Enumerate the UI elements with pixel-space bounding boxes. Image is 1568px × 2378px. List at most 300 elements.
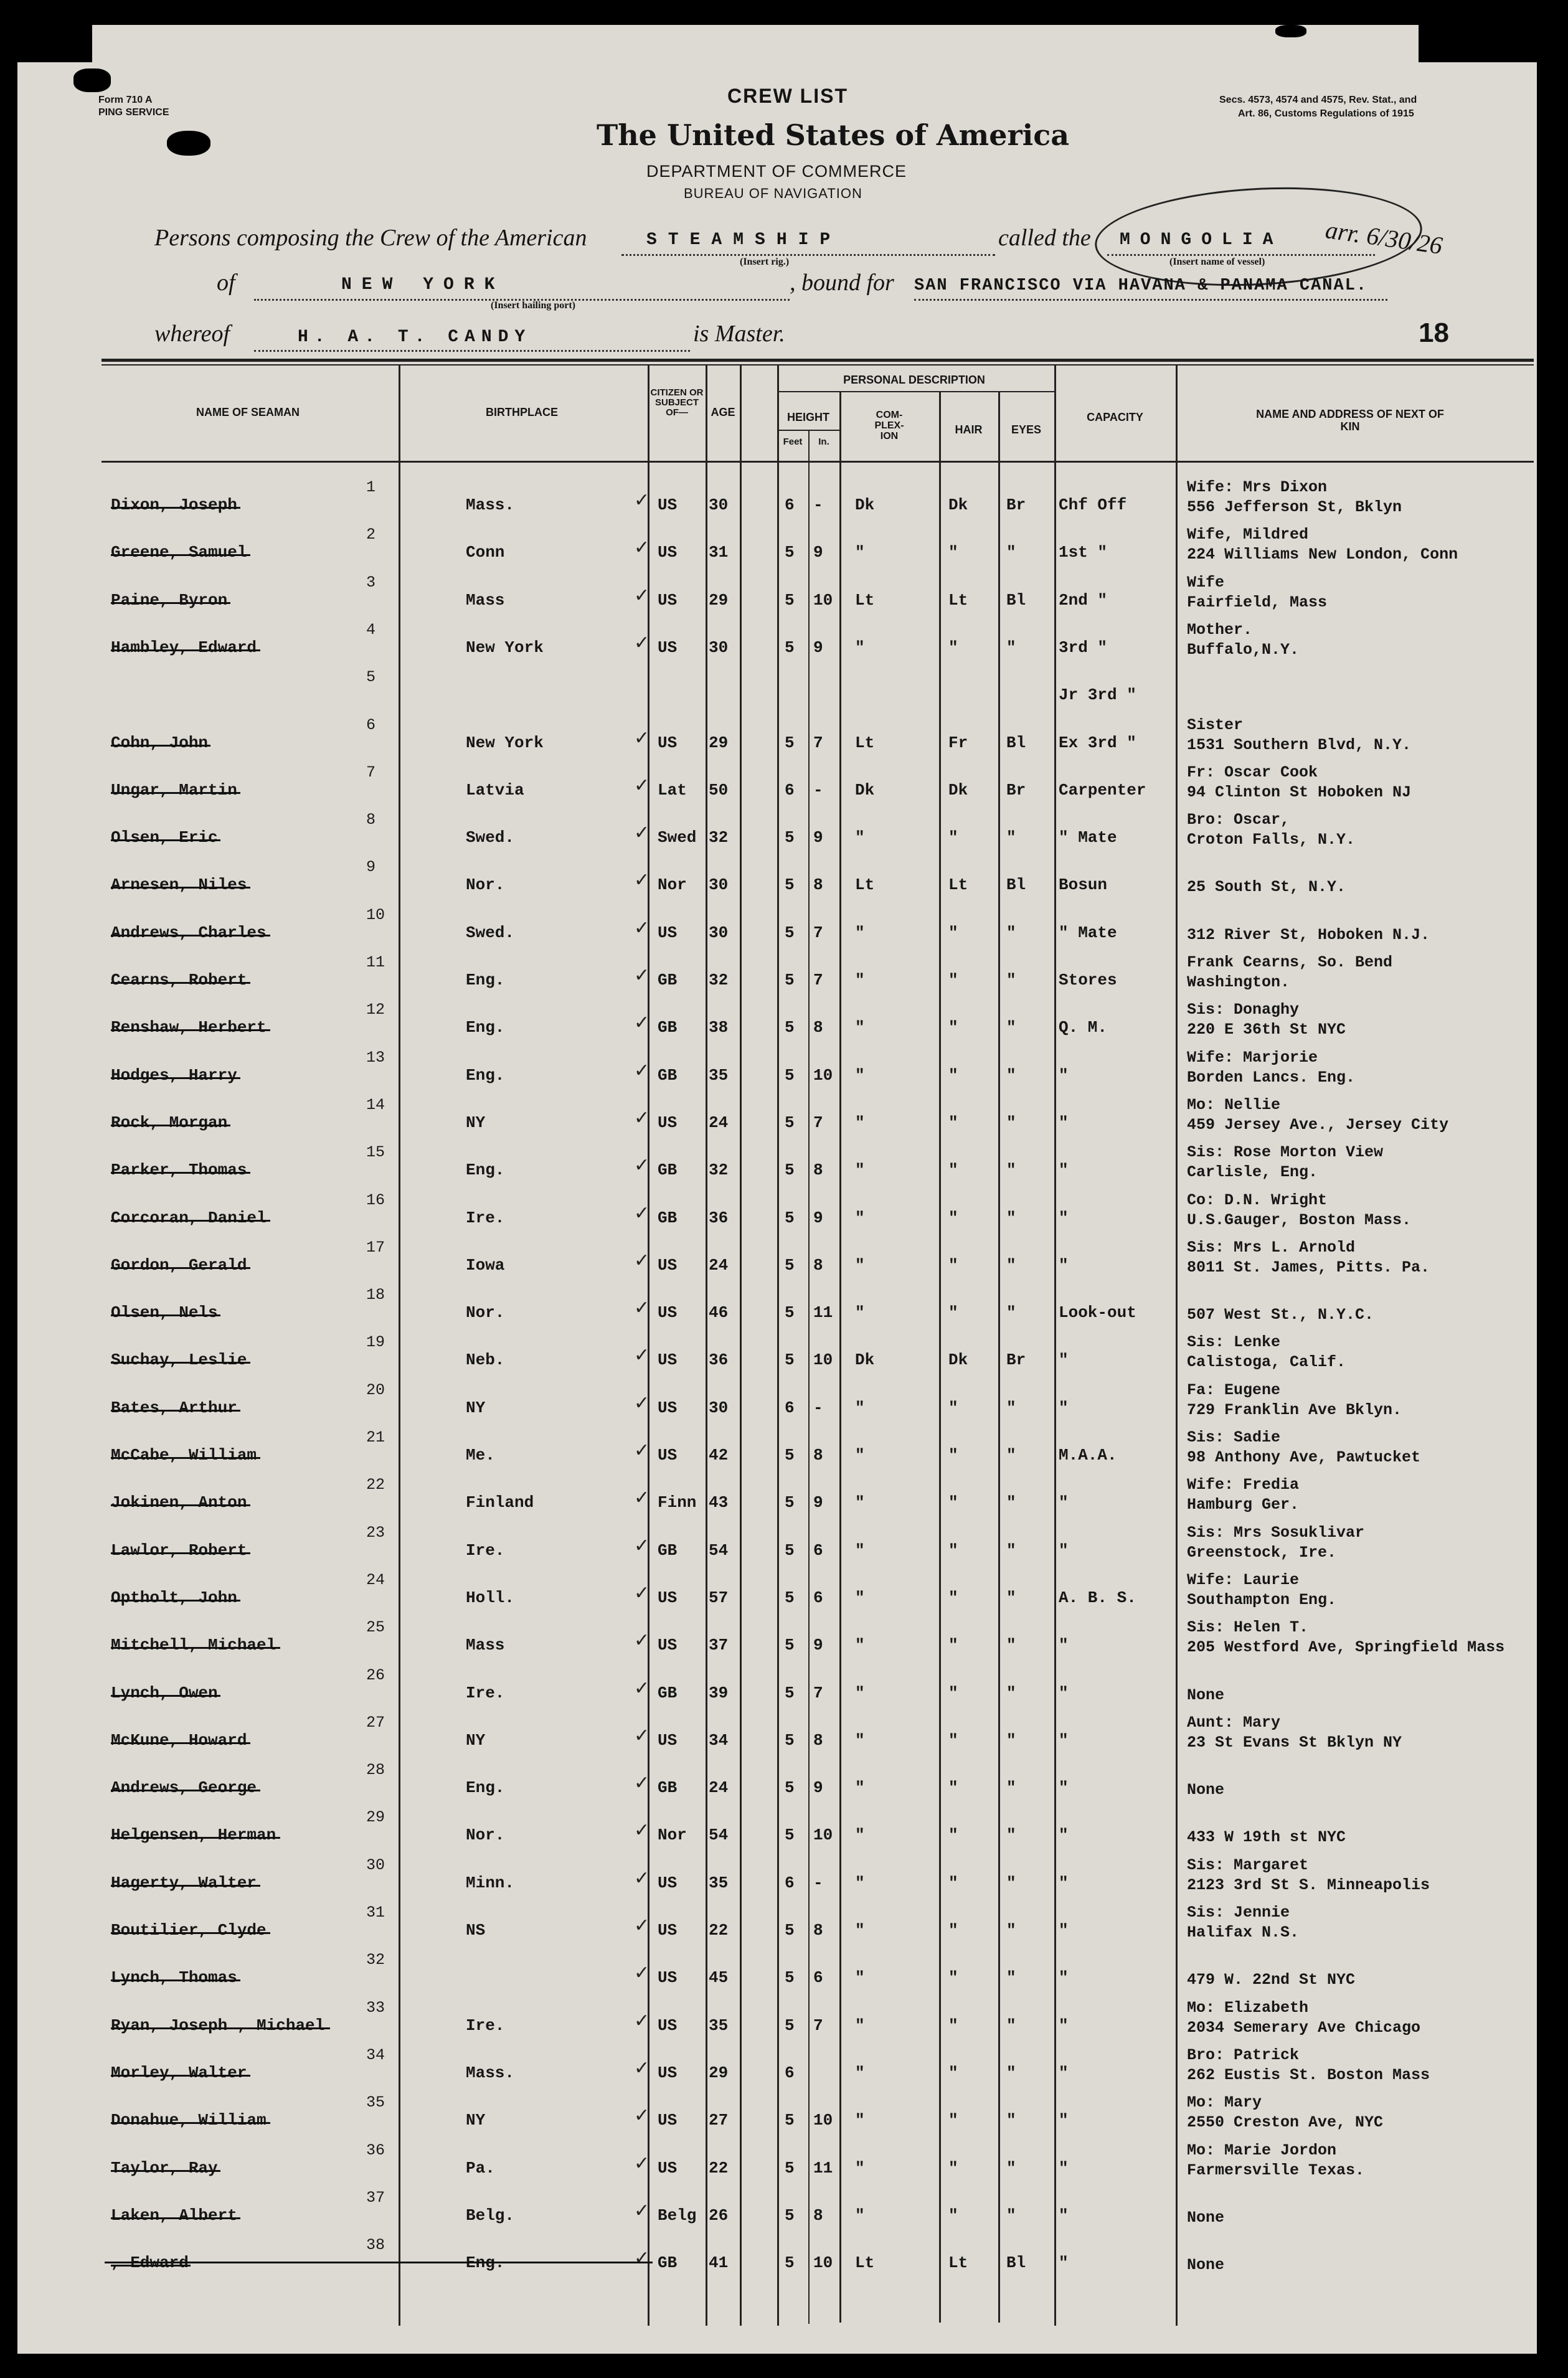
name-strike-mark [111,2075,250,2077]
row-number: 19 [366,1333,385,1352]
cell-cit: US [658,638,678,657]
cell-ft: 6 [785,780,795,800]
cell-birth: NY [466,2111,486,2130]
row-number: 26 [366,1666,385,1684]
cell-hair: Lt [948,2253,968,2273]
check-mark-icon: ✓ [634,1630,650,1652]
row-number: 11 [366,953,385,971]
cell-age: 32 [709,971,729,989]
name-strike-mark [111,2265,191,2267]
cell-ft: 5 [785,1636,795,1655]
name-strike-mark [111,982,250,984]
cell-kin2: 479 W. 22nd St NYC [1187,1971,1356,1989]
cell-in: 9 [813,1636,823,1655]
cell-birth: NY [466,1113,486,1132]
cell-age: 22 [709,2158,729,2177]
cell-in: 9 [813,1778,823,1798]
cell-kin2: None [1187,2208,1225,2227]
cell-age: 35 [709,1065,729,1085]
row-number: 1 [366,478,376,496]
cell-age: 27 [709,2111,729,2130]
name-strike-mark [111,1267,250,1269]
cell-cit: US [658,1921,678,1940]
cell-cit: Finn [658,1493,697,1512]
check-mark-icon: ✓ [634,1202,650,1224]
cell-kin1: Sis: Helen T. [1187,1618,1309,1637]
name-strike-mark [111,1885,260,1887]
check-mark-icon: ✓ [634,774,650,796]
cell-name: Helgensen, Herman [111,1826,276,1845]
cell-in: 7 [813,923,823,942]
strike-mark [105,2262,653,2263]
cell-comp: " [855,2016,865,2035]
cell-in: - [813,1873,823,1892]
name-strike-mark [111,792,240,794]
cell-comp: " [855,1636,865,1655]
cell-cit: GB [658,971,678,989]
check-mark-icon: ✓ [634,869,650,892]
cell-kin1: Sis: Sadie [1187,1428,1281,1446]
cell-name: Cohn, John [111,733,209,752]
check-mark-icon: ✓ [634,1392,650,1414]
cell-in: 8 [813,1446,823,1465]
row-number: 29 [366,1808,385,1827]
row-number: 18 [366,1286,385,1305]
cell-in: 10 [813,1826,833,1845]
cell-ft: 5 [785,1161,795,1180]
cell-hair: " [948,1636,958,1655]
cell-in: - [813,780,823,800]
col-header-capacity: CAPACITY [1087,411,1143,423]
name-strike-mark [111,887,250,889]
torn-edge [1275,25,1306,37]
cell-birth: Belg. [466,2206,515,2225]
name-strike-mark [111,839,220,841]
check-mark-icon: ✓ [634,1012,650,1034]
check-mark-icon: ✓ [634,1249,650,1272]
cell-name: Optholt, John [111,1588,237,1607]
cell-kin2: Washington. [1187,973,1290,991]
name-strike-mark [111,1029,270,1031]
cell-kin2: 94 Clinton St Hoboken NJ [1187,783,1412,801]
cell-kin2: Hamburg Ger. [1187,1496,1300,1514]
cell-name: Andrews, Charles [111,923,267,942]
cell-cap: " [1059,1113,1069,1132]
bound-for-label: , bound for [790,270,894,296]
cell-kin1: Wife [1187,573,1225,592]
cell-kin2: 312 River St, Hoboken N.J. [1187,925,1430,944]
cell-age: 22 [709,1921,729,1940]
header-bottom-rule [102,461,1534,463]
name-strike-mark [111,554,250,556]
check-mark-icon: ✓ [634,1962,650,1984]
cell-eyes: Bl [1006,733,1026,752]
cell-ft: 5 [785,1541,795,1560]
cell-kin2: 2123 3rd St S. Minneapolis [1187,1876,1430,1894]
cell-kin1: Frank Cearns, So. Bend [1187,953,1393,971]
cell-hair: " [948,923,958,942]
cell-cap: " [1059,1065,1069,1085]
col-header-birthplace: BIRTHPLACE [486,406,558,418]
cell-ft: 5 [785,1968,795,1988]
cell-name: Andrews, George [111,1778,257,1798]
cell-ft: 5 [785,971,795,989]
cell-in: 6 [813,1588,823,1607]
check-mark-icon: ✓ [634,1582,650,1604]
cell-ft: 5 [785,590,795,610]
form-service: PING SERVICE [98,107,169,118]
cell-cap: M.A.A. [1059,1446,1117,1465]
cell-cap: " [1059,2063,1069,2082]
cell-age: 34 [709,1730,729,1750]
name-strike-mark [111,1790,260,1791]
cell-hair: " [948,1921,958,1940]
col-header-kin: NAME AND ADDRESS OF NEXT OF KIN [1256,408,1444,433]
cell-hair: " [948,1208,958,1227]
cell-birth: Iowa [466,1255,505,1275]
cell-kin2: Southampton Eng. [1187,1590,1337,1609]
row-number: 28 [366,1761,385,1780]
cell-age: 37 [709,1636,729,1655]
cell-kin2: 25 South St, N.Y. [1187,878,1346,897]
cell-eyes: " [1006,1493,1016,1512]
doc-title: CREW LIST [727,85,848,107]
col-header-name: NAME OF SEAMAN [196,406,300,418]
cell-cap: " [1059,2206,1069,2225]
is-master-label: is Master. [693,321,785,347]
cell-in: 7 [813,733,823,752]
cell-comp: " [855,1065,865,1085]
cell-age: 32 [709,1161,729,1180]
cell-ft: 5 [785,2111,795,2130]
cell-cit: US [658,923,678,942]
cell-eyes: " [1006,2158,1016,2177]
cell-eyes: " [1006,1968,1016,1988]
cell-ft: 5 [785,1208,795,1227]
cell-ft: 6 [785,1398,795,1417]
cell-comp: " [855,828,865,847]
check-mark-icon: ✓ [634,1867,650,1889]
cell-cit: US [658,2111,678,2130]
cell-eyes: " [1006,1161,1016,1180]
cell-comp: " [855,1208,865,1227]
cell-in: 10 [813,1065,833,1085]
cell-kin1: Mo: Elizabeth [1187,1998,1309,2017]
cell-hair: " [948,1113,958,1132]
row-number: 12 [366,1001,385,1019]
cell-birth: New York [466,733,544,752]
cell-kin1: Co: D.N. Wright [1187,1191,1328,1209]
check-mark-icon: ✓ [634,1915,650,1937]
cell-kin2: Farmersville Texas. [1187,2161,1365,2179]
name-strike-mark [111,1410,240,1412]
cell-kin2: Halifax N.S. [1187,1923,1300,1942]
cell-eyes: " [1006,2111,1016,2130]
cell-cap: " [1059,1968,1069,1988]
cell-in: 9 [813,543,823,562]
cell-in: 8 [813,1161,823,1180]
cell-kin1: Wife: Laurie [1187,1570,1300,1589]
name-strike-mark [111,1504,250,1506]
cell-age: 38 [709,1018,729,1037]
cell-age: 30 [709,638,729,657]
check-mark-icon: ✓ [634,1297,650,1319]
cell-cap: Bosun [1059,875,1108,895]
cell-kin2: Borden Lancs. Eng. [1187,1068,1356,1087]
cell-in: 10 [813,1351,833,1370]
row-number: 35 [366,2093,385,2112]
cell-age: 36 [709,1208,729,1227]
cell-birth: Ire. [466,1683,505,1702]
cell-eyes: " [1006,1208,1016,1227]
check-mark-icon: ✓ [634,2009,650,2032]
check-mark-icon: ✓ [634,965,650,986]
cell-comp: " [855,1255,865,1275]
destination-field-line [914,299,1387,301]
cell-hair: Dk [948,780,968,800]
row-number: 33 [366,1998,385,2017]
department: DEPARTMENT OF COMMERCE [646,162,907,181]
cell-birth: New York [466,638,544,657]
name-strike-mark [111,935,270,937]
cell-cap: Chf Off [1059,496,1127,514]
cell-birth: Eng. [466,2253,505,2273]
name-strike-mark [111,649,260,651]
cell-ft: 5 [785,1113,795,1132]
cell-comp: " [855,1541,865,1560]
cell-name: Jokinen, Anton [111,1493,247,1512]
cell-cit: GB [658,1541,678,1560]
cell-birth: Eng. [466,971,505,989]
cell-comp: " [855,1826,865,1845]
cell-name: Olsen, Nels [111,1303,218,1323]
cell-ft: 5 [785,1730,795,1750]
cell-cap: Stores [1059,971,1117,989]
cell-comp: " [855,1398,865,1417]
row-number: 7 [366,763,376,781]
col-header-hair: HAIR [955,423,983,436]
cell-hair: " [948,1588,958,1607]
cell-eyes: " [1006,1778,1016,1798]
cell-kin2: Carlisle, Eng. [1187,1163,1318,1182]
cell-birth: Holl. [466,1588,515,1607]
check-mark-icon: ✓ [634,2152,650,2174]
cell-hair: " [948,1778,958,1798]
cell-eyes: Br [1006,1351,1026,1370]
cell-comp: " [855,2063,865,2082]
cell-age: 45 [709,1968,729,1988]
cell-name: Bates, Arthur [111,1398,237,1417]
cell-name: Rock, Morgan [111,1113,228,1132]
cell-hair: " [948,638,958,657]
check-mark-icon: ✓ [634,2057,650,2079]
cell-ft: 5 [785,2206,795,2225]
cell-in: 8 [813,2206,823,2225]
cell-age: 46 [709,1303,729,1323]
col-divider [706,364,707,2326]
cell-name: Parker, Thomas [111,1161,247,1180]
cell-hair: " [948,2158,958,2177]
cell-comp: " [855,2158,865,2177]
col-header-feet: Feet [783,436,803,447]
cell-eyes: " [1006,1873,1016,1892]
cell-eyes: " [1006,1588,1016,1607]
cell-hair: " [948,543,958,562]
row-number: 38 [366,2236,385,2255]
cell-cit: US [658,1113,678,1132]
cell-cap: " [1059,2158,1069,2177]
row-number: 22 [366,1476,385,1494]
cell-hair: " [948,1018,958,1037]
cell-eyes: Br [1006,780,1026,800]
cell-comp: " [855,1921,865,1940]
cell-hair: " [948,2206,958,2225]
cell-cit: US [658,1446,678,1465]
cell-comp: " [855,971,865,989]
row-number: 27 [366,1713,385,1732]
cell-cap: " [1059,1351,1069,1370]
row-number: 17 [366,1238,385,1257]
cell-eyes: " [1006,2016,1016,2035]
cell-kin1: Fr: Oscar Cook [1187,763,1318,781]
row-number: 23 [366,1523,385,1542]
cell-comp: " [855,543,865,562]
col-divider [777,364,779,2326]
col-divider [1054,364,1056,2326]
cell-eyes: Br [1006,496,1026,514]
cell-birth: Eng. [466,1161,505,1180]
row-number: 37 [366,2188,385,2207]
cell-birth: Pa. [466,2158,495,2177]
cell-comp: " [855,1778,865,1798]
name-strike-mark [111,1077,240,1079]
cell-kin1: Bro: Patrick [1187,2045,1300,2064]
country-heading: The United States of America [597,118,1070,152]
cell-name: Laken, Albert [111,2206,237,2225]
cell-cap: 3rd " [1059,638,1108,657]
name-strike-mark [111,1742,250,1744]
cell-name: Renshaw, Herbert [111,1018,267,1037]
check-mark-icon: ✓ [634,1487,650,1509]
cell-ft: 5 [785,1826,795,1845]
cell-in: 6 [813,1968,823,1988]
form-number: Form 710 A [98,95,153,105]
cell-ft: 5 [785,923,795,942]
cell-ft: 5 [785,1018,795,1037]
cell-hair: " [948,1968,958,1988]
cell-birth: Ire. [466,2016,505,2035]
row-number: 4 [366,620,376,639]
cell-age: 50 [709,780,729,800]
row-number: 6 [366,715,376,734]
cell-ft: 5 [785,2253,795,2273]
cell-hair: " [948,2111,958,2130]
check-mark-icon: ✓ [634,1534,650,1557]
cell-birth: Nor. [466,1826,505,1845]
cell-eyes: " [1006,1636,1016,1655]
cell-comp: " [855,1018,865,1037]
cell-birth: Mass [466,1636,505,1655]
cell-eyes: " [1006,1303,1016,1323]
row-number: 8 [366,811,376,829]
col-header-citizen: CITIZEN OR SUBJECT OF— [650,387,704,418]
port-name: NEW YORK [341,275,505,295]
col-divider [939,392,941,2323]
cell-cit: US [658,2158,678,2177]
cell-kin2: 262 Eustis St. Boston Mass [1187,2065,1430,2084]
cell-kin1: Mo: Mary [1187,2093,1262,2112]
cell-kin2: 2550 Creston Ave, NYC [1187,2113,1384,2132]
name-strike-mark [111,1125,230,1126]
cell-birth: Ire. [466,1208,505,1227]
col-divider [808,431,810,2324]
cell-in: 10 [813,590,833,610]
cell-in: 8 [813,875,823,895]
cell-cap: Q. M. [1059,1018,1108,1037]
cell-age: 30 [709,1398,729,1417]
cell-kin2: None [1187,1781,1225,1800]
cell-cap: " [1059,1683,1069,1702]
cell-name: Cearns, Robert [111,971,247,989]
cell-cap: " [1059,1493,1069,1512]
cell-kin2: Buffalo,N.Y. [1187,640,1300,659]
cell-hair: " [948,1398,958,1417]
cell-birth: Nor. [466,1303,505,1323]
cell-cap: 2nd " [1059,590,1108,610]
statute-line1: Secs. 4573, 4574 and 4575, Rev. Stat., and [1219,95,1417,105]
check-mark-icon: ✓ [634,2199,650,2222]
cell-name: Hagerty, Walter [111,1873,257,1892]
cell-cap: 1st " [1059,543,1108,562]
cell-age: 41 [709,2253,729,2273]
cell-kin1: Mo: Nellie [1187,1095,1281,1114]
cell-comp: " [855,1113,865,1132]
cell-in: - [813,496,823,514]
row-number: 30 [366,1856,385,1874]
cell-kin1: Sister [1187,715,1244,734]
cell-eyes: " [1006,1018,1016,1037]
cell-comp: Dk [855,780,875,800]
col-divider [839,392,841,2323]
name-strike-mark [111,1695,220,1697]
cell-eyes: " [1006,923,1016,942]
table-top-rule-thin [102,364,1534,366]
cell-name: Morley, Walter [111,2063,247,2082]
cell-name: Taylor, Ray [111,2158,218,2177]
cell-kin2: 98 Anthony Ave, Pawtucket [1187,1448,1421,1466]
cell-hair: " [948,1303,958,1323]
row-number: 34 [366,2045,385,2064]
cell-in: 7 [813,2016,823,2035]
cell-birth: Latvia [466,780,524,800]
cell-cap: " [1059,2253,1069,2273]
cell-cap: " [1059,1873,1069,1892]
cell-birth: Finland [466,1493,534,1512]
crew-list-sheet [17,25,1537,2354]
cell-eyes: " [1006,543,1016,562]
cell-ft: 5 [785,1683,795,1702]
check-mark-icon: ✓ [634,631,650,654]
cell-cap: " [1059,1255,1069,1275]
cell-eyes: Bl [1006,875,1026,895]
torn-hole [167,131,210,156]
cell-ft: 6 [785,1873,795,1892]
row-number: 20 [366,1380,385,1399]
row-number: 25 [366,1618,385,1637]
cell-name: McKune, Howard [111,1730,247,1750]
name-strike-mark [111,2170,220,2172]
name-strike-mark [111,2027,330,2029]
